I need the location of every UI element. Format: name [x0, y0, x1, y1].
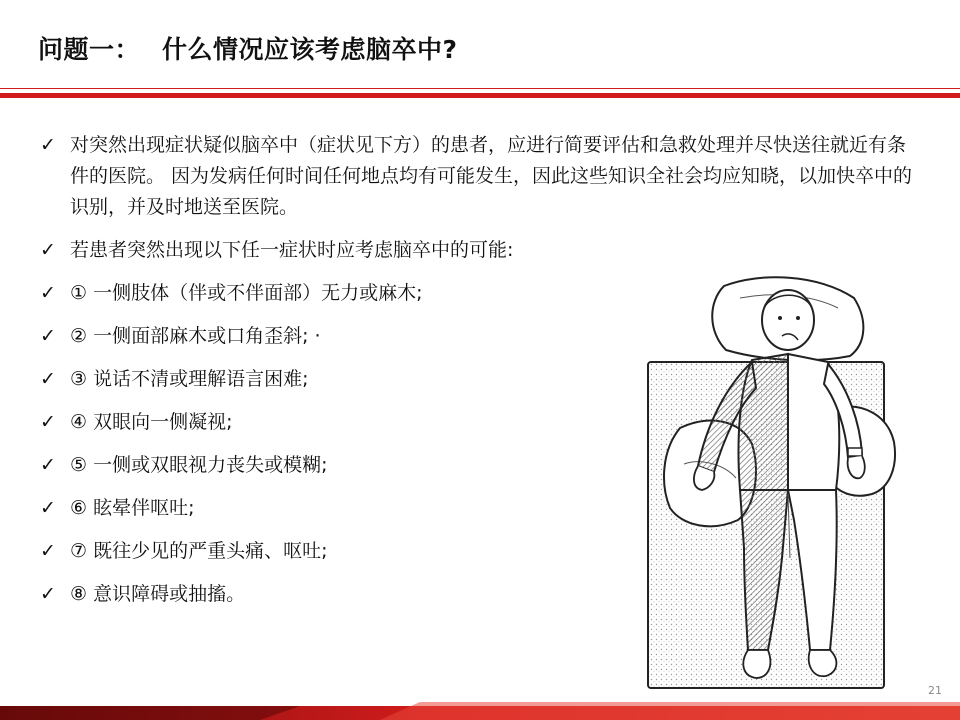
- foot-left: [743, 650, 770, 678]
- bullet-item: [40, 364, 924, 395]
- page-number: 21: [928, 684, 942, 697]
- bullet-item: [40, 536, 924, 567]
- bullet-text: ⑧ 意识障碍或抽搐。: [70, 583, 246, 605]
- bullet-item: [40, 235, 924, 266]
- check-icon: ✓: [40, 411, 56, 433]
- check-icon: ✓: [40, 583, 56, 605]
- bullet-text: 对突然出现症状疑似脑卒中（症状见下方）的患者，应进行简要评估和急救处理并尽快送往就近有条件的医院。 因为发病任何时间任何地点均有可能发生，因此这些知识全社会均应知晓，以加快卒中的识别，并及时地送至医院。: [70, 134, 913, 218]
- bullet-item: [40, 407, 924, 438]
- check-icon: ✓: [40, 454, 56, 476]
- bullet-list: [40, 130, 924, 622]
- bullet-item: [40, 278, 924, 309]
- check-icon: ✓: [40, 134, 56, 156]
- bullet-text: ⑤ 一侧或双眼视力丧失或模糊;: [70, 454, 328, 476]
- check-icon: ✓: [40, 368, 56, 390]
- bullet-item: [40, 450, 924, 481]
- foot-right: [809, 650, 837, 676]
- check-icon: ✓: [40, 239, 56, 261]
- title-divider-thick: [0, 93, 960, 98]
- bullet-text: ⑥ 眩晕伴呕吐;: [70, 497, 195, 519]
- bullet-item: [40, 321, 924, 352]
- title-prefix: 问题一：: [38, 35, 141, 64]
- title-divider-thin: [0, 88, 960, 89]
- check-icon: ✓: [40, 540, 56, 562]
- title-question: 什么情况应该考虑脑卒中?: [162, 35, 458, 64]
- check-icon: ✓: [40, 282, 56, 304]
- check-icon: ✓: [40, 325, 56, 347]
- slide-title: [38, 30, 458, 66]
- bullet-text: 若患者突然出现以下任一症状时应考虑脑卒中的可能:: [70, 239, 514, 261]
- check-icon: ✓: [40, 497, 56, 519]
- bullet-text: ① 一侧肢体（伴或不伴面部）无力或麻木;: [70, 282, 423, 304]
- bullet-text: ② 一侧面部麻木或口角歪斜; ·: [70, 325, 321, 347]
- bullet-text: ③ 说话不清或理解语言困难;: [70, 368, 309, 390]
- bullet-text: ④ 双眼向一侧凝视;: [70, 411, 233, 433]
- bullet-text: ⑦ 既往少见的严重头痛、呕吐;: [70, 540, 328, 562]
- bullet-item: [40, 579, 924, 610]
- footer-bar: [0, 702, 960, 720]
- bullet-item: [40, 493, 924, 524]
- bullet-item: [40, 130, 924, 223]
